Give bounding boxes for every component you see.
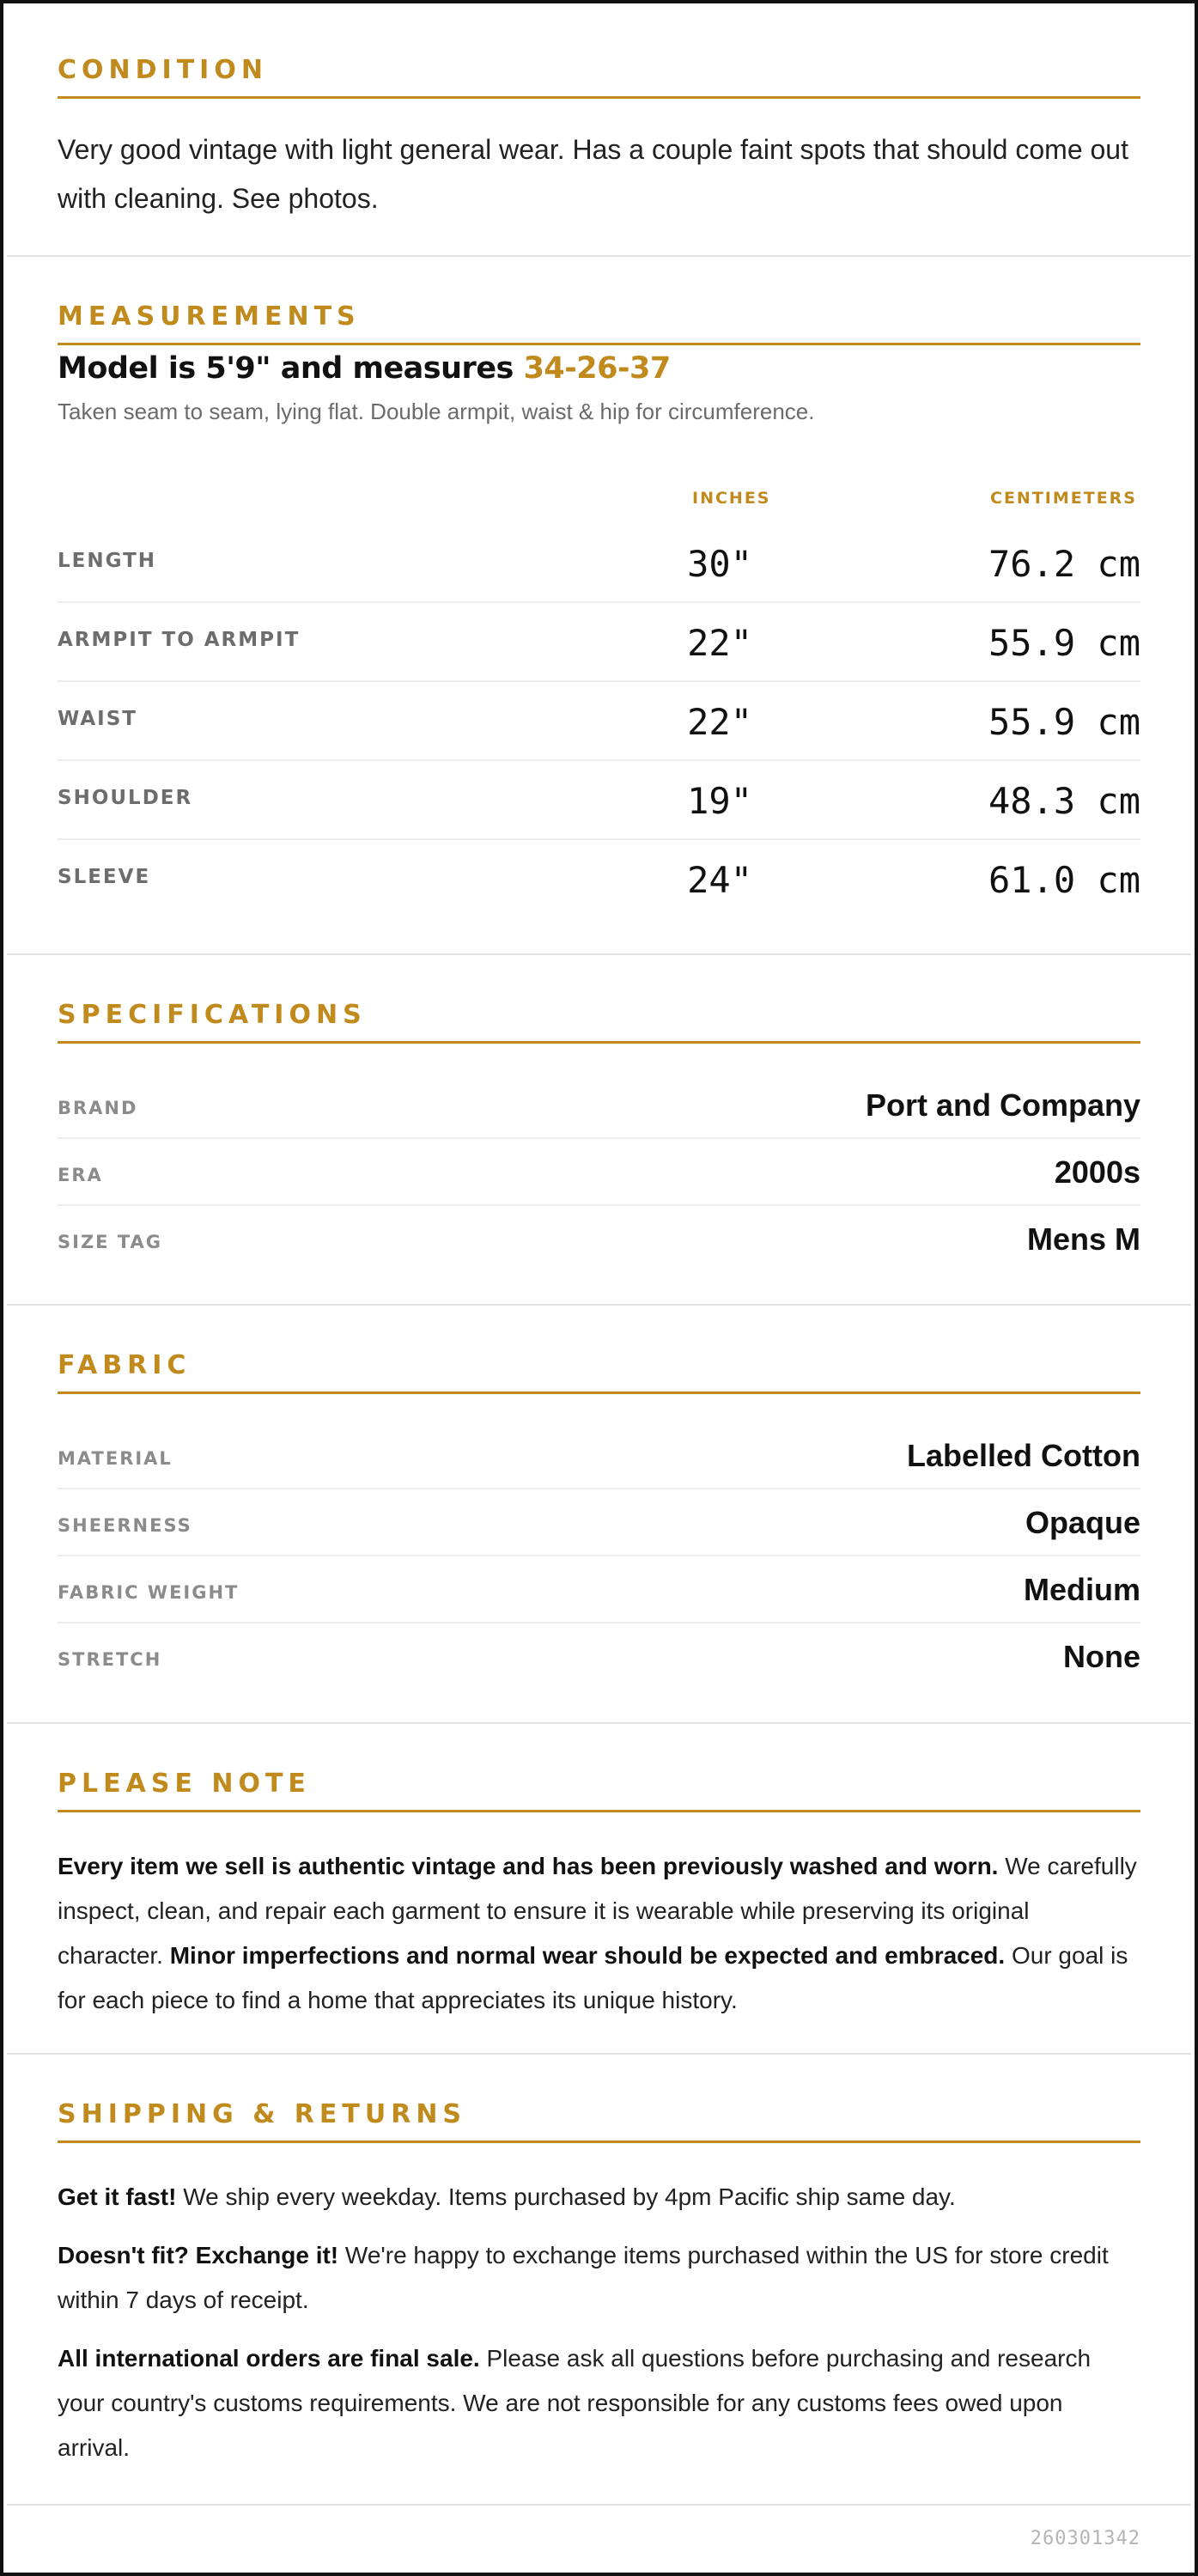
- section-title: FABRIC: [58, 1350, 192, 1380]
- column-header-inches: INCHES: [692, 489, 771, 508]
- measurement-cm: 48.3 cm: [988, 780, 1140, 822]
- shipping-bold-3: All international orders are final sale.: [58, 2345, 480, 2372]
- specifications-section: [7, 955, 1191, 1306]
- note-bold-1: Every item we sell is authentic vintage and has been previously washed and worn.: [58, 1853, 999, 1879]
- fabric-value: Opaque: [1025, 1505, 1140, 1540]
- measurement-cm: 55.9 cm: [988, 701, 1140, 743]
- model-measurements: [58, 351, 671, 386]
- measurements-section: [7, 257, 1191, 955]
- measurement-inches: 24": [687, 859, 752, 901]
- spec-label: BRAND: [58, 1098, 138, 1118]
- fabric-section: [7, 1306, 1191, 1724]
- fabric-header: [58, 1346, 1140, 1394]
- measurement-row: [58, 524, 1140, 603]
- spec-label: SIZE TAG: [58, 1232, 163, 1252]
- please-note-text: [58, 1844, 1140, 2023]
- section-title: SPECIFICATIONS: [58, 1000, 367, 1030]
- shipping-header: [58, 2095, 1140, 2143]
- fabric-label: SHEERNESS: [58, 1515, 192, 1536]
- fabric-value: Medium: [1023, 1572, 1140, 1607]
- specifications-header: [58, 996, 1140, 1044]
- section-title: PLEASE NOTE: [58, 1769, 311, 1799]
- fabric-row: [58, 1623, 1140, 1690]
- measurement-inches: 22": [687, 701, 752, 743]
- measurement-inches: 19": [687, 780, 752, 822]
- shipping-section: [7, 2055, 1191, 2506]
- measurement-row: [58, 603, 1140, 682]
- please-note-header: [58, 1764, 1140, 1812]
- fabric-value: Labelled Cotton: [907, 1438, 1140, 1473]
- spec-row: [58, 1072, 1140, 1139]
- please-note-section: [7, 1724, 1191, 2055]
- fabric-row: [58, 1489, 1140, 1556]
- spec-label: ERA: [58, 1165, 103, 1185]
- shipping-text-1: We ship every weekday. Items purchased by 4pm Pacific ship same day.: [176, 2183, 956, 2210]
- fabric-row: [58, 1556, 1140, 1623]
- sku-code: 260301342: [1030, 2528, 1140, 2549]
- shipping-bold-2: Doesn't fit? Exchange it!: [58, 2242, 339, 2268]
- shipping-paragraph-3: [58, 2336, 1140, 2470]
- shipping-text-2: We're happy to exchange items purchased within the US for store credit within 7 days of receipt.: [58, 2242, 1109, 2313]
- fabric-row: [58, 1422, 1140, 1489]
- measurement-label: LENGTH: [58, 550, 157, 572]
- model-prefix: Model is 5'9" and measures: [58, 351, 524, 386]
- measurement-row: [58, 761, 1140, 840]
- measurement-label: SLEEVE: [58, 866, 151, 888]
- section-title: MEASUREMENTS: [58, 301, 361, 332]
- shipping-paragraph-2: [58, 2233, 1140, 2323]
- measurements-header: [58, 297, 1140, 345]
- spec-value: 2000s: [1054, 1154, 1140, 1190]
- measurement-inches: 30": [687, 543, 752, 585]
- section-title: CONDITION: [58, 55, 268, 85]
- measurement-cm: 76.2 cm: [988, 543, 1140, 585]
- measurement-cm: 55.9 cm: [988, 622, 1140, 664]
- note-bold-2: Minor imperfections and normal wear should be expected and embraced.: [169, 1942, 1006, 1969]
- column-header-centimeters: CENTIMETERS: [990, 489, 1137, 508]
- note-text-2: Our goal is for each piece to find a home that appreciates its unique history.: [58, 1942, 1128, 2013]
- shipping-text-3: Please ask all questions before purchasing and research your country's customs requirements. We are not responsible for any customs fees owed upon arrival.: [58, 2345, 1092, 2461]
- section-title: SHIPPING & RETURNS: [58, 2099, 467, 2129]
- spec-row: [58, 1139, 1140, 1206]
- spec-value: Mens M: [1026, 1221, 1140, 1257]
- measurement-label: SHOULDER: [58, 787, 193, 809]
- model-measures-value: 34-26-37: [523, 351, 671, 386]
- measurement-cm: 61.0 cm: [988, 859, 1140, 901]
- shipping-paragraph-1: [58, 2175, 1140, 2220]
- note-text-1: We carefully inspect, clean, and repair each garment to ensure it is wearable while preserving its original character.: [58, 1853, 1137, 1969]
- shipping-bold-1: Get it fast!: [58, 2183, 177, 2210]
- condition-header: [58, 51, 1140, 99]
- fabric-label: FABRIC WEIGHT: [58, 1582, 240, 1603]
- measurement-inches: 22": [687, 622, 752, 664]
- condition-section: [7, 3, 1191, 257]
- measurement-label: WAIST: [58, 708, 137, 730]
- measurement-row: [58, 840, 1140, 919]
- fabric-value: None: [1063, 1639, 1140, 1674]
- measurement-note: Taken seam to seam, lying flat. Double armpit, waist & hip for circumference.: [58, 399, 815, 424]
- fabric-label: STRETCH: [58, 1649, 162, 1670]
- measurement-label: ARMPIT TO ARMPIT: [58, 629, 301, 651]
- spec-value: Port and Company: [865, 1087, 1140, 1123]
- fabric-label: MATERIAL: [58, 1448, 173, 1469]
- condition-text: Very good vintage with light general wear. Has a couple faint spots that should come out with cleaning. See photos.: [58, 134, 1128, 214]
- measurement-row: [58, 682, 1140, 761]
- spec-row: [58, 1206, 1140, 1273]
